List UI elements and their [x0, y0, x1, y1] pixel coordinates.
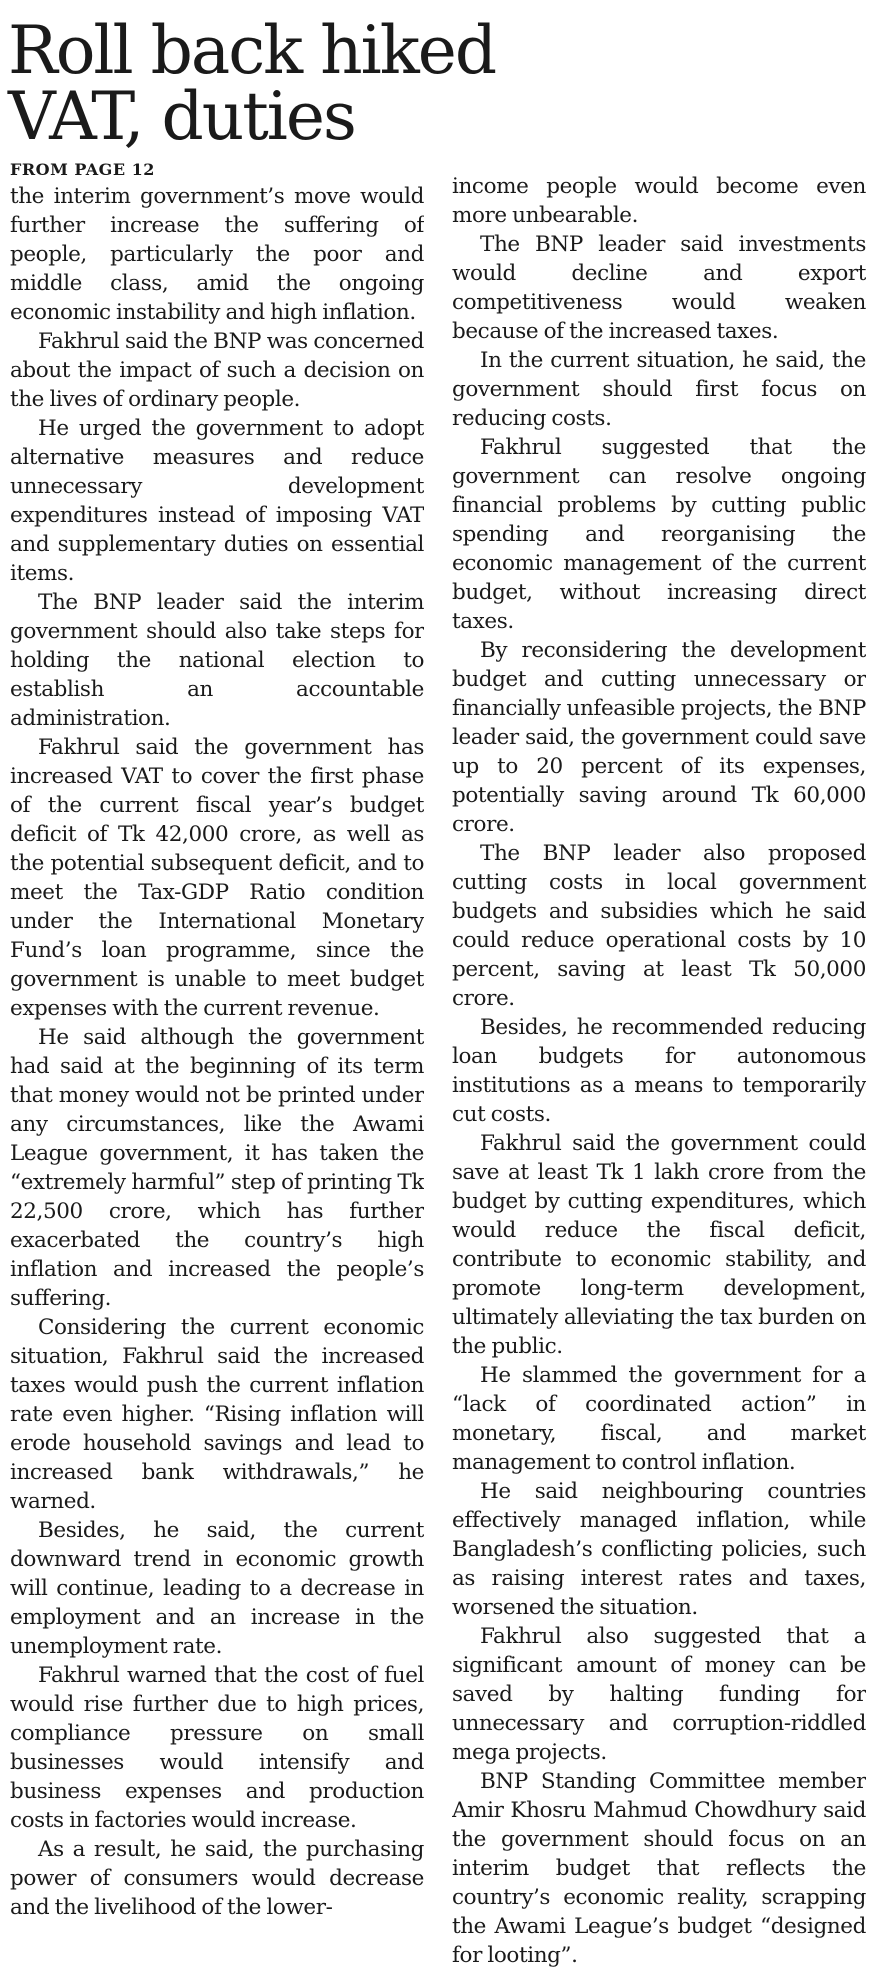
headline-line-2: VAT, duties	[8, 78, 355, 155]
right-column	[452, 172, 866, 1980]
left-column	[10, 160, 424, 1970]
paragraph: Fakhrul warned that the cost of fuel would rise further due to high prices, compliance pressure on small businesses would intensify and business expenses and production costs in factories would increase.	[10, 1663, 424, 1833]
from-page-label: FROM PAGE 12	[10, 160, 155, 179]
paragraph: He urged the government to adopt alternative measures and reduce unnecessary development expenditures instead of imposing VAT and supplementary duties on essential items.	[10, 416, 424, 586]
paragraph: Fakhrul said the BNP was concerned about the impact of such a decision on the lives of ordinary people.	[10, 329, 424, 412]
paragraph: The BNP leader also proposed cutting costs in local government budgets and subsidies which he said could reduce operational costs by 10 percent, saving at least Tk 50,000 crore.	[452, 841, 866, 1011]
paragraph: Fakhrul also suggested that a significant amount of money can be saved by halting funding for unnecessary and corruption-riddled mega projects.	[452, 1624, 866, 1765]
paragraph: Fakhrul suggested that the government can resolve ongoing financial problems by cutting public spending and reorganising the economic management of the current budget, without increasing direct taxes.	[452, 435, 866, 634]
paragraph: The BNP leader said investments would decline and export competitiveness would weaken because of the increased taxes.	[452, 232, 866, 344]
paragraph: He said although the government had said at the beginning of its term that money would not be printed under any circumstances, like the Awami League government, it has taken the “extremely harmful” step of printing Tk 22,500 crore, which has further exacerbated the country’s high inflation and increased the people’s suffering.	[10, 1025, 424, 1311]
paragraph: Fakhrul said the government has increased VAT to cover the first phase of the current fiscal year’s budget deficit of Tk 42,000 crore, as well as the potential subsequent deficit, and to meet the Tax-GDP Ratio condition under the International Monetary Fund’s loan programme, since the government is unable to meet budget expenses with the current revenue.	[10, 735, 424, 1021]
paragraph: income people would become even more unbearable.	[452, 174, 866, 228]
headline-line-1: Roll back hiked	[8, 12, 496, 89]
paragraph: He said neighbouring countries effectively managed inflation, while Bangladesh’s conflicting policies, such as raising interest rates and taxes, worsened the situation.	[452, 1479, 866, 1620]
article-columns	[10, 160, 866, 1970]
paragraph: The BNP leader said the interim government should also take steps for holding the national election to establish an accountable administration.	[10, 590, 424, 731]
paragraph: Fakhrul said the government could save at least Tk 1 lakh crore from the budget by cutting expenditures, which would reduce the fiscal deficit, contribute to economic stability, and promote long-term development, ultimately alleviating the tax burden on the public.	[452, 1131, 866, 1359]
paragraph: As a result, he said, the purchasing power of consumers would decrease and the livelihood of the lower-	[10, 1837, 424, 1920]
paragraph: the interim government’s move would further increase the suffering of people, particularly the poor and middle class, amid the ongoing economic instability and high inflation.	[10, 184, 424, 325]
paragraph: Besides, he recommended reducing loan budgets for autonomous institutions as a means to temporarily cut costs.	[452, 1015, 866, 1127]
paragraph: Considering the current economic situation, Fakhrul said the increased taxes would push the current inflation rate even higher. “Rising inflation will erode household savings and lead to increased bank withdrawals,” he warned.	[10, 1315, 424, 1514]
paragraph: Besides, he said, the current downward trend in economic growth will continue, leading to a decrease in employment and an increase in the unemployment rate.	[10, 1518, 424, 1659]
headline	[8, 12, 868, 155]
paragraph: In the current situation, he said, the government should first focus on reducing costs.	[452, 348, 866, 431]
paragraph: By reconsidering the development budget and cutting unnecessary or financially unfeasible projects, the BNP leader said, the government could save up to 20 percent of its expenses, potentially saving around Tk 60,000 crore.	[452, 638, 866, 837]
paragraph: BNP Standing Committee member Amir Khosru Mahmud Chowdhury said the government should focus on an interim budget that reflects the country’s economic reality, scrapping the Awami League’s budget “designed for looting”.	[452, 1769, 866, 1968]
paragraph: He slammed the government for a “lack of coordinated action” in monetary, fiscal, and market management to control inflation.	[452, 1363, 866, 1475]
